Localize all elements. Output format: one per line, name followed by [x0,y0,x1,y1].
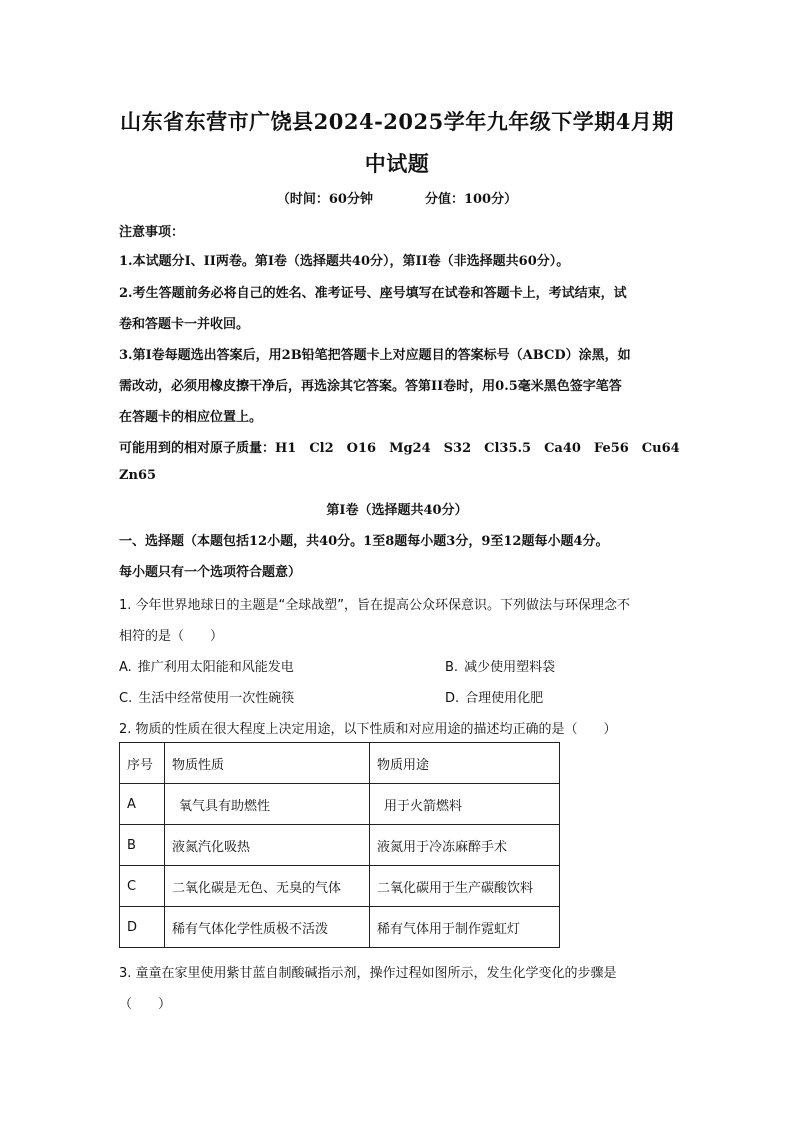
table-cell: 液氮汽化吸热 [165,825,370,866]
question-1-option-b [445,656,555,675]
table-cell: 液氮用于冷冻麻醉手术 [370,825,560,866]
option-key: A. [119,660,132,675]
exam-info: （时间：60分钟 分值：100分） [276,192,518,207]
question-2-stem: 2. 物质的性质在很大程度上决定用途，以下性质和对应用途的描述均正确的是（ ） [119,722,617,737]
page-title-line-2: 中试题 [364,151,430,176]
table-header-cell: 序号 [120,743,165,784]
table-row [120,825,560,866]
table-cell: A [120,784,165,825]
table-cell: 二氧化碳是无色、无臭的气体 [165,866,370,907]
table-row [120,907,560,948]
table-cell: B [120,825,165,866]
option-text: 生活中经常使用一次性碗筷 [138,691,295,706]
option-text: 合理使用化肥 [465,691,544,706]
section-1-line-1: 一、选择题（本题包括12小题，共40分。1至8题每小题3分，9至12题每小题4分。 [119,534,609,549]
question-1-option-a [119,656,294,675]
notice-item-2-line-1: 2.考生答题前务必将自己的姓名、准考证号、座号填写在试卷和答题卡上，考试结束，试 [119,286,627,301]
table-header-cell: 物质用途 [370,743,560,784]
section-1-line-2: 每小题只有一个选项符合题意） [119,565,302,580]
option-key: D. [445,691,460,706]
question-1-option-c [119,687,294,706]
table-row [120,784,560,825]
notice-item-3-line-3: 在答题卡的相应位置上。 [119,410,263,425]
notice-heading: 注意事项： [119,225,185,240]
table-header-row [120,743,560,784]
table-header-cell: 物质性质 [165,743,370,784]
option-key: B. [445,660,459,675]
table-cell: C [120,866,165,907]
option-text: 推广利用太阳能和风能发电 [137,660,294,675]
table-cell: 氧气具有助燃性 [165,784,370,825]
question-1-stem-line-1: 1. 今年世界地球日的主题是“全球战塑”，旨在提高公众环保意识。下列做法与环保理念不 [119,598,631,613]
option-key: C. [119,691,133,706]
table-cell: D [120,907,165,948]
table-row [120,866,560,907]
notice-item-1: 1.本试题分I、II两卷。第I卷（选择题共40分），第II卷（非选择题共60分）。 [119,254,570,269]
table-cell: 用于火箭燃料 [370,784,560,825]
atomic-mass-line-2: Zn65 [119,468,157,483]
option-text: 减少使用塑料袋 [464,660,556,675]
notice-item-2-line-2: 卷和答题卡一并收回。 [119,317,250,332]
notice-item-3-line-2: 需改动，必须用橡皮擦干净后，再选涂其它答案。答第II卷时，用0.5毫米黑色签字笔答 [119,379,622,394]
table-cell: 稀有气体用于制作霓虹灯 [370,907,560,948]
part-1-heading: 第I卷（选择题共40分） [326,503,468,518]
page-title-line-1: 山东省东营市广饶县2024-2025学年九年级下学期4月期 [120,109,674,134]
question-3-stem-line-2: （ ） [119,997,172,1012]
question-3-stem-line-1: 3. 童童在家里使用紫甘蓝自制酸碱指示剂，操作过程如图所示，发生化学变化的步骤是 [119,966,617,981]
table-cell: 二氧化碳用于生产碳酸饮料 [370,866,560,907]
notice-item-3-line-1: 3.第I卷每题选出答案后，用2B铅笔把答题卡上对应题目的答案标号（ABCD）涂黑，如 [119,348,631,363]
table-cell: 稀有气体化学性质极不活泼 [165,907,370,948]
question-1-option-d [445,687,543,706]
question-1-stem-line-2: 相符的是（ ） [119,629,224,644]
atomic-mass-line-1: 可能用到的相对原子质量：H1 Cl2 O16 Mg24 S32 Cl35.5 Ca40 Fe56 Cu64 [119,441,680,456]
properties-table [119,742,560,948]
